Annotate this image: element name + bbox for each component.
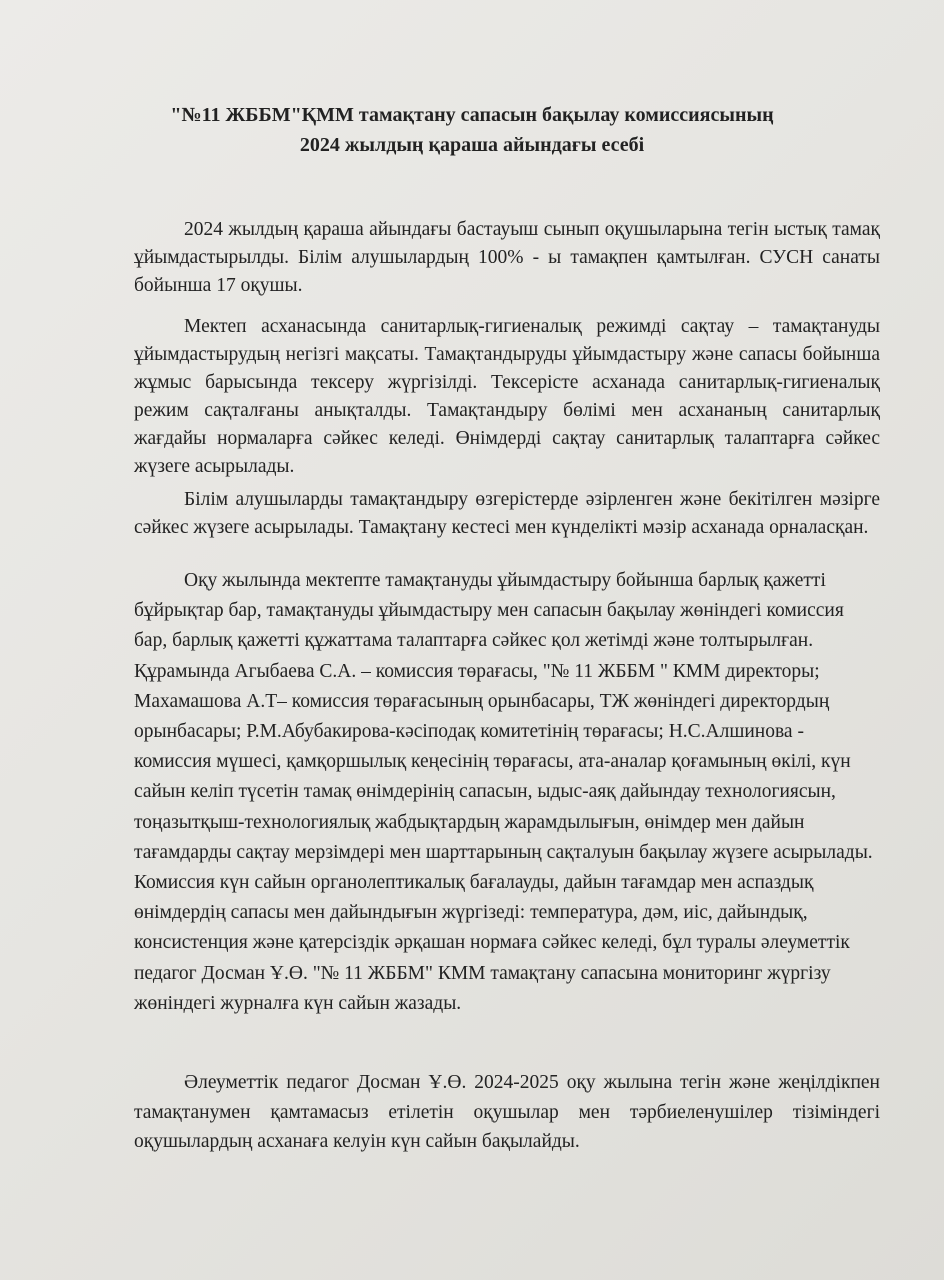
paragraph-commission: Оқу жылында мектепте тамақтануды ұйымдастыру бойынша барлық қажетті бұйрықтар бар, тамақтануды ұйымдастыру мен сапасын бақылау жөніндегі комиссия бар, барлық қажетті құжаттама талаптарға сәйкес қол жетімді және толтырылған. Құрамында Агыбаева С.А. – комиссия төрағасы, "№ 11 ЖББМ " КММ директоры; Махамашова А.Т– комиссия төрағасының орынбасары, ТЖ жөніндегі директордың орынбасары; Р.М.Абубакирова-кәсіподақ комитетінің төрағасы; Н.С.Алшинова - комиссия мүшесі, қамқоршылық кеңесінің төрағасы, ата-аналар қоғамының өкілі, күн сайын келіп түсетін тамақ өнімдерінің сапасын, ыдыс-аяқ дайындау технологиясын, тоңазытқыш-технологиялық жабдықтардың жарамдылығын, өнімдер мен дайын тағамдарды сақтау мерзімдері мен шарттарының сақталуын бақылау жүзеге асырылады. Комиссия күн сайын органолептикалық бағалауды, дайын тағамдар мен аспаздық өнімдердің сапасы мен дайындығын жүргізеді: температура, дәм, иіс, дайындық, консистенция және қатерсіздік әрқашан нормаға сәйкес келеді, бұл туралы әлеуметтік педагог Досман Ұ.Ө. "№ 11 ЖББМ" КММ тамақтану сапасына мониторинг жүргізу жөніндегі журналға күн сайын жазады. (134, 570, 873, 1014)
paragraph-sanitary-regime: Мектеп асханасында санитарлық-гигиеналық режимді сақтау – тамақтануды ұйымдастырудың негізгі мақсаты. Тамақтандыруды ұйымдастыру және сапасы бойынша жұмыс барысында тексеру жүргізілді. Тексерісте асханада санитарлық-гигиеналық режим сақталғаны анықталды. Тамақтандыру бөлімі мен асхананың санитарлық жағдайы нормаларға сәйкес келеді. Өнімдерді сақтау санитарлық талаптарға сәйкес жүзеге асырылады. (134, 316, 880, 477)
paragraph-menu: Білім алушыларды тамақтандыру өзгерістерде әзірленген және бекітілген мәзірге сәйкес жүзеге асырылады. Тамақтану кестесі мен күнделікті мәзір асханада орналасқан. (134, 489, 880, 538)
paragraph-free-meals: 2024 жылдың қараша айындағы бастауыш сынып оқушыларына тегін ыстық тамақ ұйымдастырылды. Білім алушылардың 100% - ы тамақпен қамтылған. СУСН санаты бойынша 17 оқушы. (134, 219, 880, 296)
paragraph-social-pedagogue: Әлеуметтік педагог Досман Ұ.Ө. 2024-2025 оқу жылына тегін және жеңілдікпен тамақтанумен қамтамасыз етілетін оқушылар мен тәрбиеленушілер тізіміндегі оқушылардың асханаға келуін күн сайын бақылайды. (134, 1072, 880, 1152)
report-title-line-1: "№11 ЖББМ"ҚММ тамақтану сапасын бақылау комиссиясының (170, 104, 774, 126)
report-title-line-2: 2024 жылдың қараша айындағы есебі (299, 134, 645, 156)
